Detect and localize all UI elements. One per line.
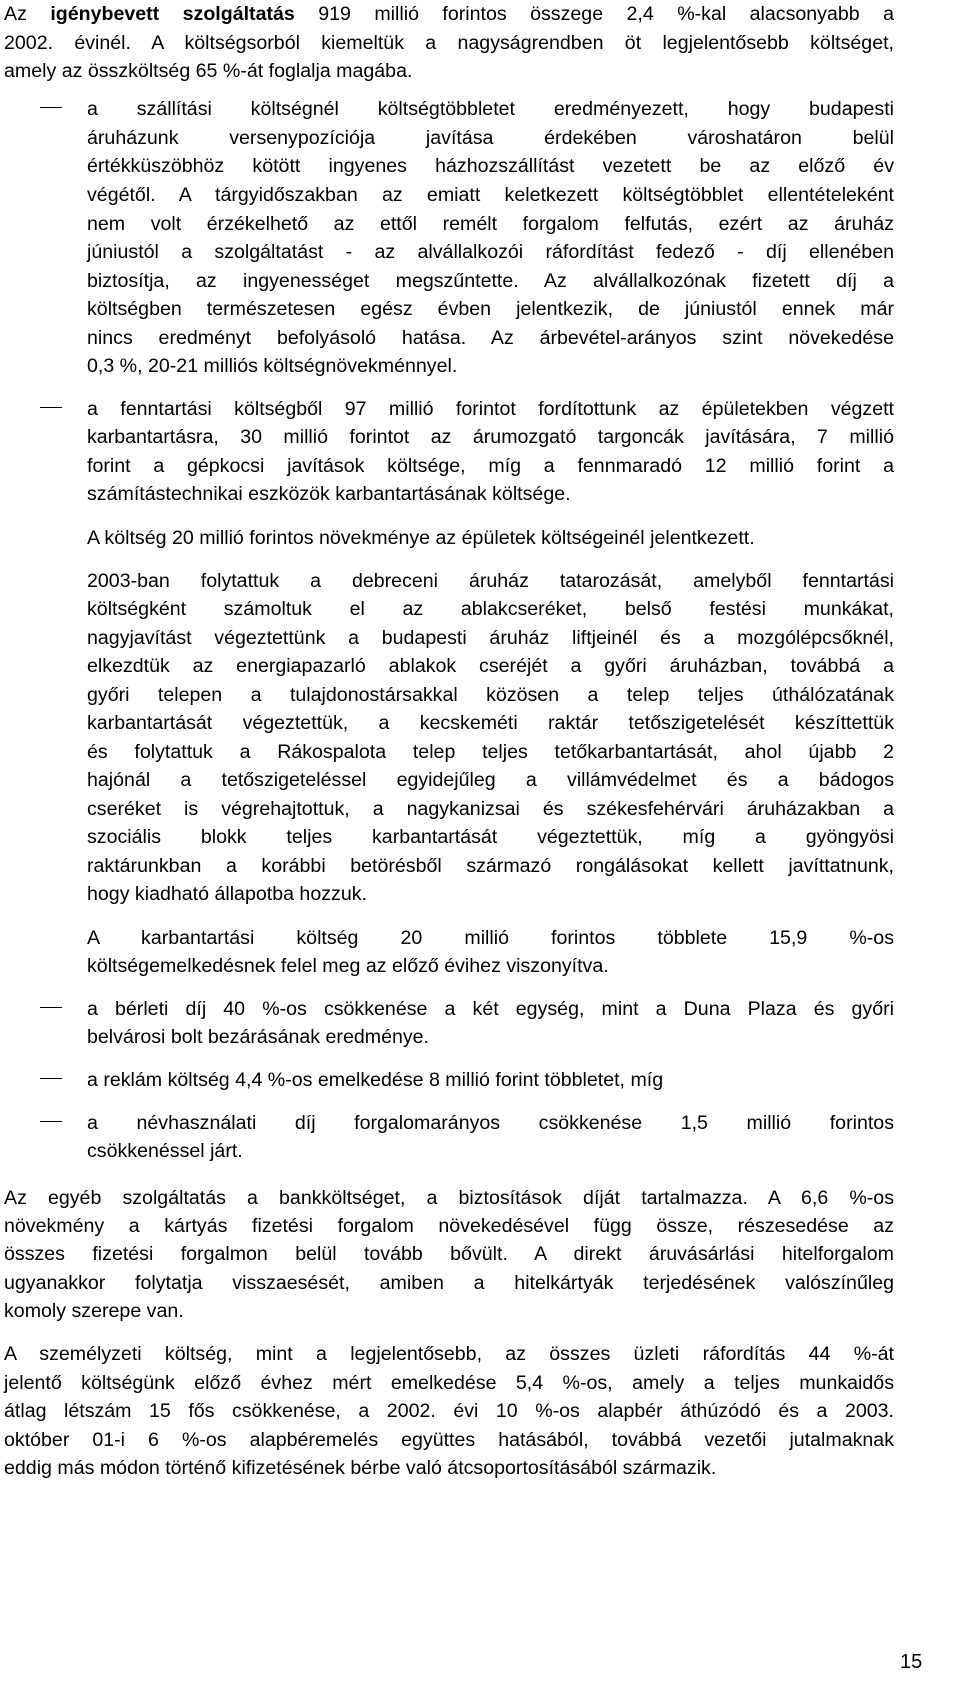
text-line: számítástechnikai eszközök karbantartásának költsége. — [87, 483, 571, 505]
text-line: szociális blokk teljes karbantartását végeztettük, míg a gyöngyösi — [87, 826, 894, 848]
text-line: nem volt érzékelhető az ettől remélt forgalom felfutás, ezért az áruház — [87, 213, 894, 235]
text-line: hogy kiadható állapotba hozzuk. — [87, 883, 367, 905]
text-line: győri telepen a tulajdonostársakkal közösen a telep teljes úthálózatának — [87, 684, 894, 706]
text-line: júniustól a szolgáltatást - az alvállalkozói ráfordítást fedező - díj ellenében — [87, 241, 894, 263]
list-bullet-dash — [40, 1121, 62, 1122]
text-line: növekmény a kártyás fizetési forgalom növekedésével függ össze, részesedése az — [4, 1215, 894, 1237]
text-line: és folytattuk a Rákospalota telep teljes tetőkarbantartását, ahol újabb 2 — [87, 741, 894, 763]
list-bullet-dash — [40, 1078, 62, 1079]
text-line: átlag létszám 15 fős csökkenése, a 2002. évi 10 %-os alapbér áthúzódó és a 2003. — [4, 1400, 894, 1422]
text-line: költségként számoltuk el az ablakcseréket, belső festési munkákat, — [87, 598, 894, 620]
text-line: nincs eredményt befolyásoló hatása. Az árbevétel-arányos szint növekedése — [87, 327, 894, 349]
text-line: A költség 20 millió forintos növekménye az épületek költségeinél jelentkezett. — [87, 527, 755, 549]
text-line: a szállítási költségnél költségtöbbletet eredményezett, hogy budapesti — [87, 98, 894, 120]
text-line: 2002. évinél. A költségsorból kiemeltük a nagyságrendben öt legjelentősebb költséget, — [4, 32, 894, 54]
text-line: ugyanakkor folytatja visszaesését, amiben a hitelkártyák terjedésének valószínűleg — [4, 1272, 894, 1294]
text-line: a bérleti díj 40 %-os csökkenése a két egység, mint a Duna Plaza és győri — [87, 998, 894, 1020]
text-line: értékküszöbhöz kötött ingyenes házhozszállítást vezetett be az előző év — [87, 155, 894, 177]
text-line: a reklám költség 4,4 %-os emelkedése 8 millió forint többletet, míg — [87, 1069, 664, 1091]
text-line: karbantartásra, 30 millió forintot az árumozgató targoncák javítására, 7 millió — [87, 426, 894, 448]
text-line: október 01-i 6 %-os alapbéremelés együttes hatásából, továbbá vezetői jutalmaknak — [4, 1429, 894, 1451]
text-line: a fenntartási költségből 97 millió forintot fordítottunk az épületekben végzett — [87, 398, 894, 420]
text-line: raktárunkban a korábbi betörésből származó rongálásokat kellett javíttatnunk, — [87, 855, 894, 877]
text-line: 0,3 %, 20-21 milliós költségnövekménnyel. — [87, 355, 458, 377]
text-line: csökkenéssel járt. — [87, 1140, 243, 1162]
text-line: Az egyéb szolgáltatás a bankköltséget, a biztosítások díját tartalmazza. A 6,6 %-os — [4, 1187, 894, 1209]
text-line: nagyjavítást végeztettünk a budapesti áruház liftjeinél és a mozgólépcsőknél, — [87, 627, 894, 649]
text-line: költségemelkedésnek felel meg az előző évihez viszonyítva. — [87, 955, 609, 977]
text-line: karbantartását végeztettük, a kecskeméti raktár tetőszigetelését készíttettük — [87, 712, 894, 734]
text-line: A személyzeti költség, mint a legjelentősebb, az összes üzleti ráfordítás 44 %-át — [4, 1343, 894, 1365]
list-bullet-dash — [40, 407, 62, 408]
text-line: eddig más módon történő kifizetésének bérbe való átcsoportosításából származik. — [4, 1457, 717, 1479]
text-line: belvárosi bolt bezárásának eredménye. — [87, 1026, 430, 1048]
page-number: 15 — [900, 1651, 923, 1673]
list-bullet-dash — [40, 107, 62, 108]
text-line: 2003-ban folytattuk a debreceni áruház tatarozását, amelyből fenntartási — [87, 570, 894, 592]
bold-term: igénybevett szolgáltatás — [50, 3, 295, 25]
text-line: komoly szerepe van. — [4, 1300, 184, 1322]
text-line: összes fizetési forgalmon belül tovább bővült. A direkt áruvásárlási hitelforgalom — [4, 1243, 894, 1265]
text-line: áruházunk versenypozíciója javítása érdekében városhatáron belül — [87, 127, 894, 149]
text-line: cseréket is végrehajtottuk, a nagykanizsai és székesfehérvári áruházakban a — [87, 798, 894, 820]
text-line: jelentő költségünk előző évhez mért emelkedése 5,4 %-os, amely a teljes munkaidős — [4, 1372, 894, 1394]
text-line: elkezdtük az energiapazarló ablakok cseréjét a győri áruházban, továbbá a — [87, 655, 894, 677]
text-line: Az igénybevett szolgáltatás 919 millió forintos összege 2,4 %-kal alacsonyabb a — [4, 3, 894, 25]
text-line: biztosítja, az ingyenességet megszűntette. Az alvállalkozónak fizetett díj a — [87, 270, 894, 292]
text-line: a névhasználati díj forgalomarányos csökkenése 1,5 millió forintos — [87, 1112, 894, 1134]
text-line: forint a gépkocsi javítások költsége, míg a fennmaradó 12 millió forint a — [87, 455, 894, 477]
text-line: költségben természetesen egész évben jelentkezik, de júniustól ennek már — [87, 298, 894, 320]
text-line: végétől. A tárgyidőszakban az emiatt keletkezett költségtöbblet ellentételeként — [87, 184, 894, 206]
list-bullet-dash — [40, 1007, 62, 1008]
text-line: A karbantartási költség 20 millió forintos többlete 15,9 %-os — [87, 927, 894, 949]
text-line: amely az összköltség 65 %-át foglalja magába. — [4, 60, 413, 82]
text-line: hajónál a tetőszigeteléssel egyidejűleg a villámvédelmet és a bádogos — [87, 769, 894, 791]
